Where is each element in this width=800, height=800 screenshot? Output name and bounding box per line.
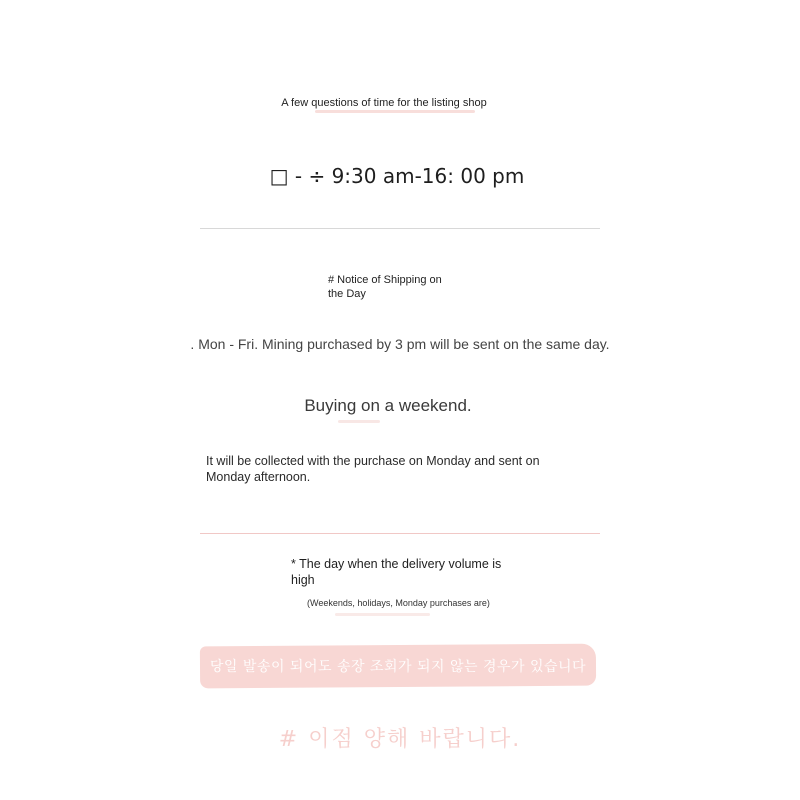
shop-hours-value: □ - ÷ 9:30 am-16: 00 pm [269,164,525,188]
section-divider [200,228,600,229]
weekday-shipping-note: . Mon - Fri. Mining purchased by 3 pm will be sent on the same day. [190,336,610,352]
busy-day-examples: (Weekends, holidays, Monday purchases are) [307,598,490,608]
shop-hours-title-text: A few questions of time for the listing shop [275,97,492,109]
shop-hours-title [0,97,768,109]
apology-text: # 이점 양해 바랍니다. [278,727,522,752]
tracking-note-text: 당일 발송이 되어도 송장 조회가 되지 않는 경우가 있습니다 [209,659,587,675]
busy-day-title: * The day when the delivery volume is high [291,557,502,587]
weekend-shipping-note: It will be collected with the purchase on Monday and sent on Monday afternoon. [206,454,540,484]
weekend-heading-highlight [338,420,380,423]
section-divider-pink [200,533,600,534]
busy-day-highlight [335,613,430,616]
shipping-notice-title: # Notice of Shipping on the Day [328,274,442,300]
weekend-heading: Buying on a weekend. [304,396,472,415]
